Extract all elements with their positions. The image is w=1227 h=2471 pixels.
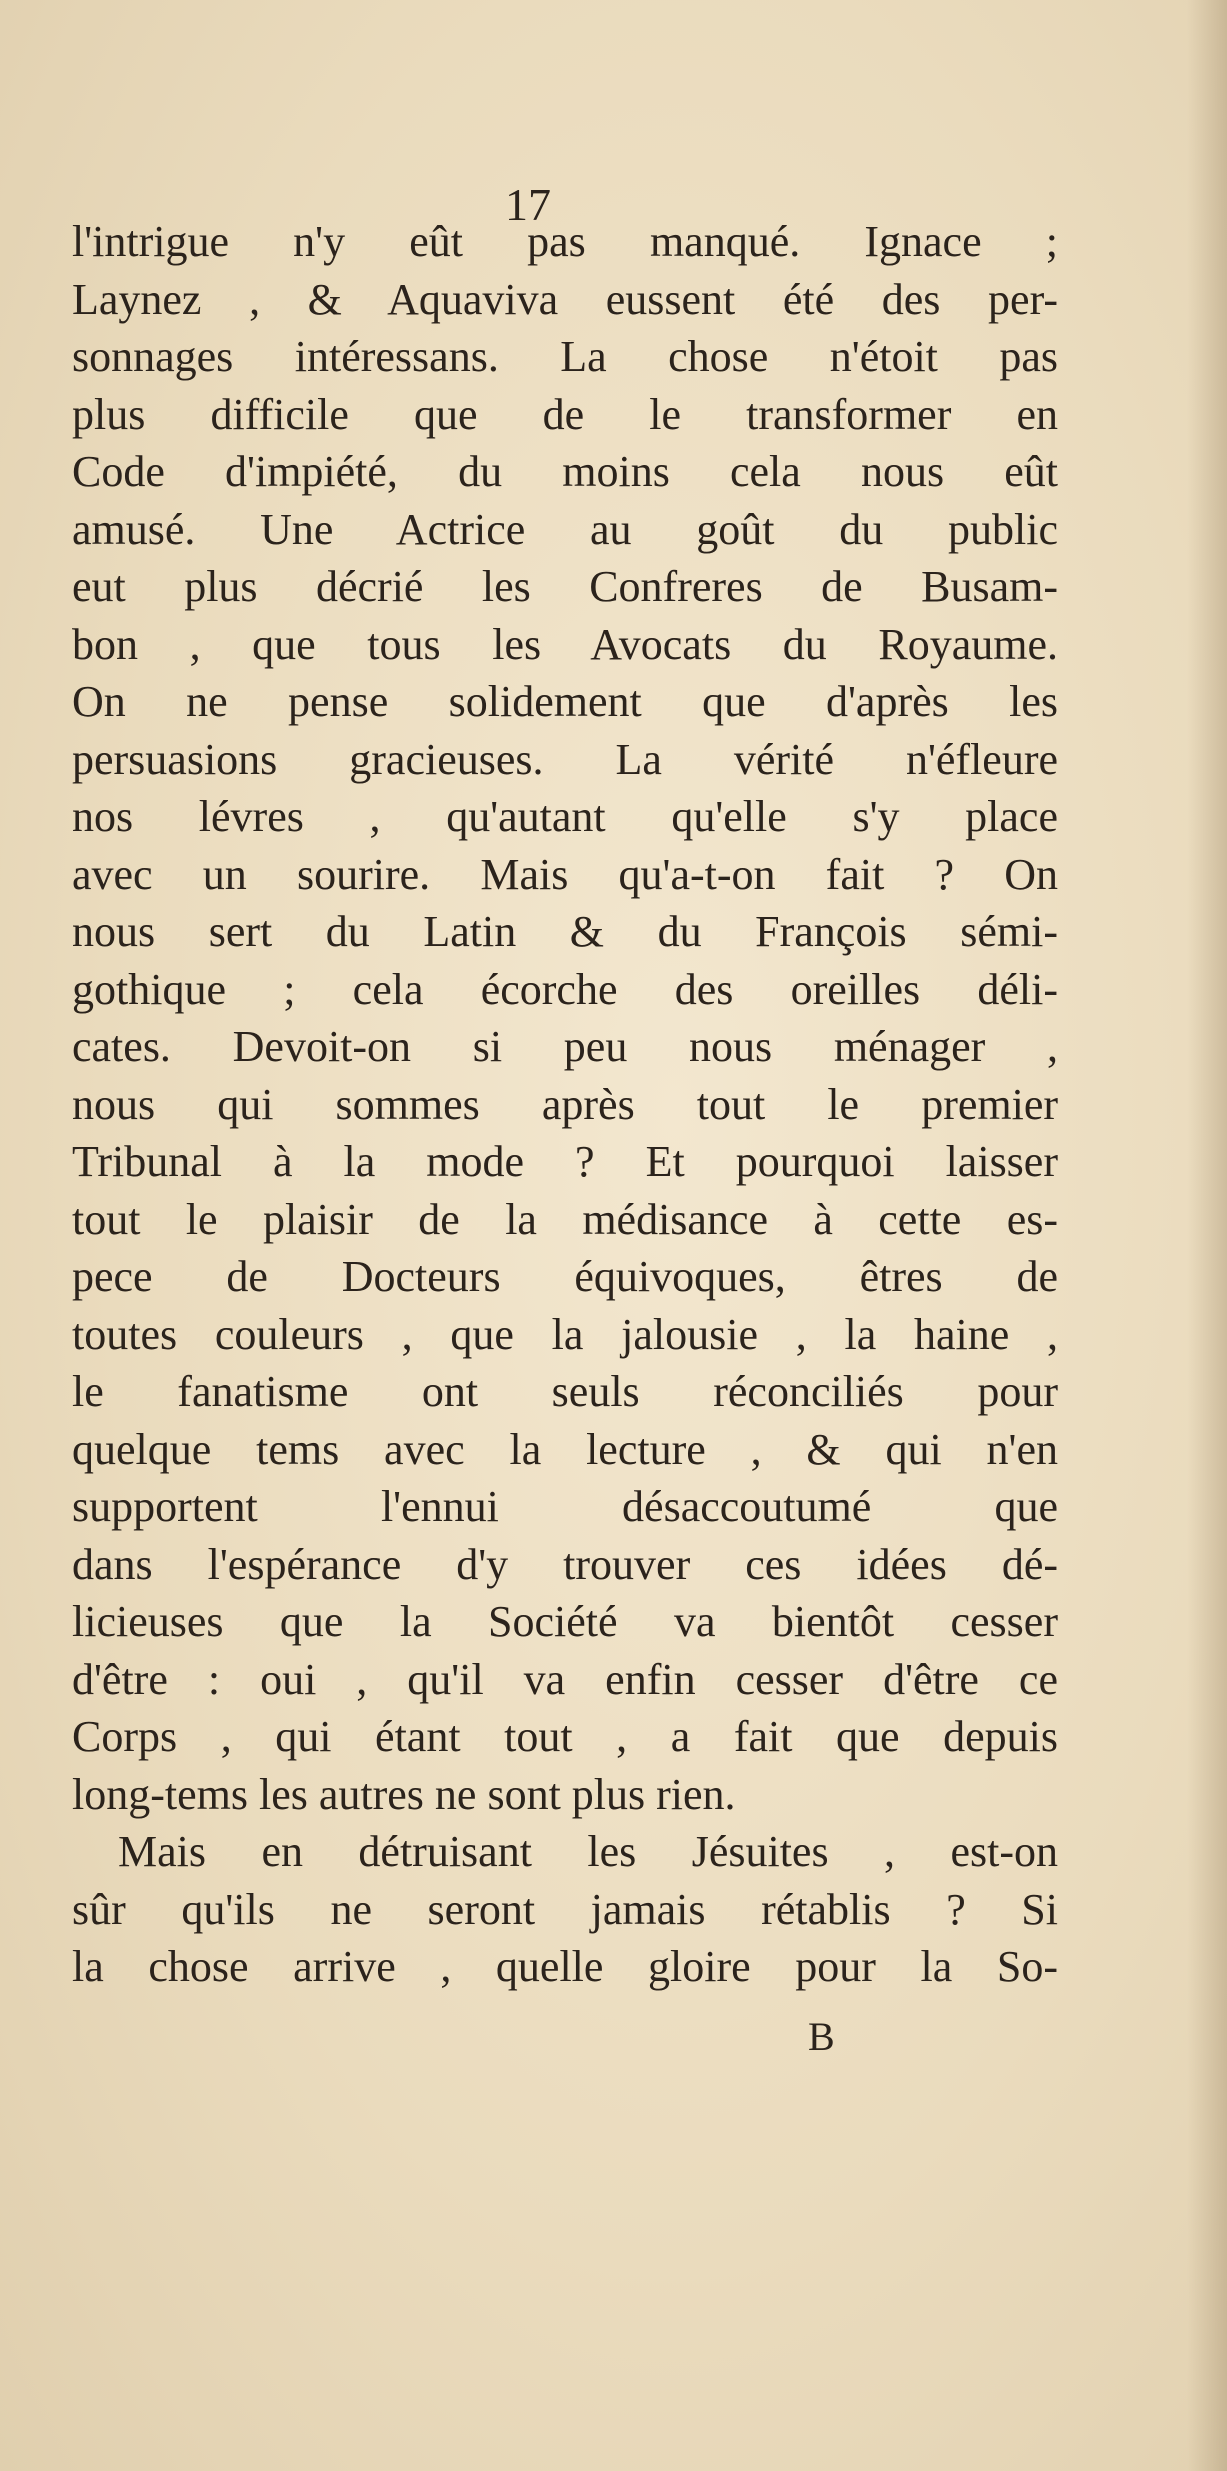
text-line: amusé. Une Actrice au goût du public (72, 504, 1058, 554)
text-line: l'intrigue n'y eût pas manqué. Ignace ; (72, 217, 1058, 266)
paragraph-start-line: Mais en détruisant les Jésuites , est-on (118, 1827, 1058, 1876)
text-line: licieuses que la Société va bientôt cesser (72, 1597, 1058, 1646)
text-line: sonnages intéressans. La chose n'étoit pas (72, 332, 1058, 381)
text-line: le fanatisme ont seuls réconciliés pour (72, 1367, 1058, 1416)
text-line: toutes couleurs , que la jalousie , la haine , (72, 1309, 1058, 1359)
body-text (72, 213, 1058, 1996)
text-line: nous sert du Latin & du François sémi- (72, 907, 1058, 956)
text-line: dans l'espérance d'y trouver ces idées dé- (72, 1539, 1058, 1589)
text-line: gothique ; cela écorche des oreilles déli- (72, 964, 1058, 1014)
text-line: pece de Docteurs équivoques, êtres de (72, 1252, 1058, 1301)
text-line: eut plus décrié les Confreres de Busam- (72, 562, 1058, 611)
text-line: long-tems les autres ne sont plus rien. (72, 1769, 736, 1819)
text-line: plus difficile que de le transformer en (72, 389, 1058, 439)
text-line: nos lévres , qu'autant qu'elle s'y place (72, 792, 1058, 841)
text-line: nous qui sommes après tout le premier (72, 1079, 1058, 1129)
page-edge-shadow (1187, 0, 1227, 2471)
text-line: Corps , qui étant tout , a fait que depuis (72, 1712, 1058, 1761)
text-line: d'être : oui , qu'il va enfin cesser d'être ce (72, 1654, 1058, 1704)
text-line: tout le plaisir de la médisance à cette es- (72, 1194, 1058, 1244)
text-line: cates. Devoit-on si peu nous ménager , (72, 1022, 1058, 1071)
text-line: la chose arrive , quelle gloire pour la So- (72, 1942, 1058, 1991)
text-line: sûr qu'ils ne seront jamais rétablis ? Si (72, 1884, 1058, 1934)
signature-mark: B (808, 2014, 835, 2059)
text-line: supportent l'ennui désaccoutumé que (72, 1482, 1058, 1531)
page-number: 17 (505, 179, 551, 230)
text-line: Tribunal à la mode ? Et pourquoi laisser (72, 1137, 1058, 1186)
text-line: bon , que tous les Avocats du Royaume. (72, 619, 1058, 669)
text-line: persuasions gracieuses. La vérité n'éfleure (72, 734, 1058, 784)
text-line: Code d'impiété, du moins cela nous eût (72, 447, 1058, 496)
text-line: Laynez , & Aquaviva eussent été des per- (72, 274, 1058, 324)
text-line: quelque tems avec la lecture , & qui n'en (72, 1424, 1058, 1474)
text-line: avec un sourire. Mais qu'a-t-on fait ? On (72, 849, 1058, 899)
text-line: On ne pense solidement que d'après les (72, 677, 1058, 726)
